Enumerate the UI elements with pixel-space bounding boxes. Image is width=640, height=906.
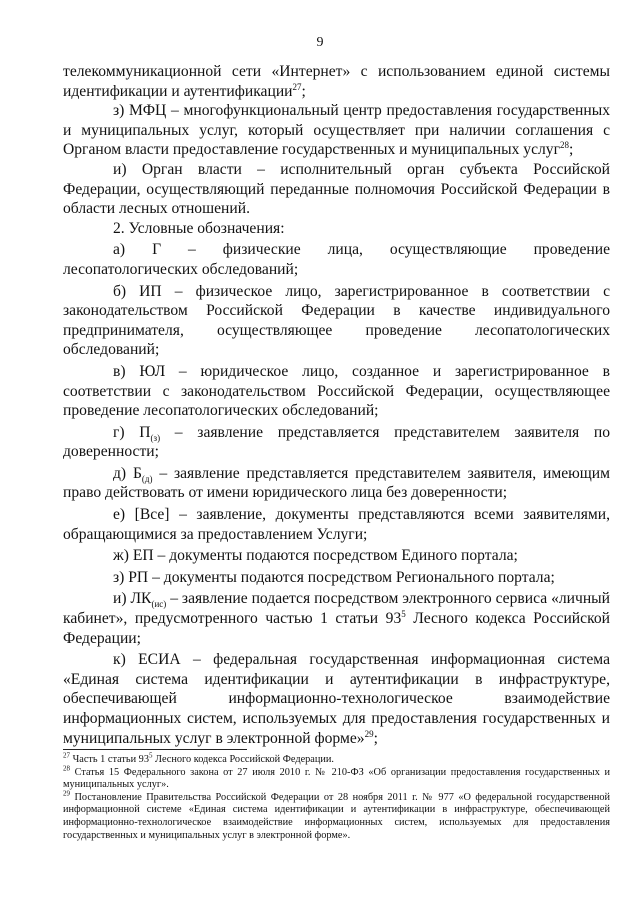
text-run: д) Б: [113, 464, 142, 482]
page-number: 9: [316, 35, 324, 50]
convention-p: [63, 423, 610, 462]
definition-organ-vlasti: [63, 160, 610, 219]
text-run: Постановление Правительства Российской Федерации от 28 ноября 2011 г. № 977 «О федеральной государственной информационной системе «Единая система идентификации и аутентификации в инфраструктуре, обеспечивающей информационно-технологическое взаимодействие информационных систем, используемых для предоставления государственных и муниципальных услуг в электронной форме».: [63, 791, 610, 841]
superscript: 29: [63, 789, 70, 798]
text-run: г) П: [113, 423, 151, 441]
text-run: ;: [373, 729, 378, 747]
convention-esia: [63, 650, 610, 748]
superscript: 5: [148, 751, 153, 760]
convention-b: [63, 464, 610, 503]
text-run: телекоммуникационной сети «Интернет» с использованием единой системы идентификации и аутентификации: [63, 63, 610, 100]
text-run: ;: [301, 82, 306, 100]
superscript: 27: [63, 751, 70, 760]
footnote-27: [63, 751, 610, 767]
convention-all: [63, 505, 610, 544]
convention-ip: [63, 282, 610, 360]
footnote-29: [63, 789, 610, 842]
text-run: – заявление представляется представителем заявителя по доверенности;: [63, 423, 610, 461]
text-run: и) ЛК: [113, 590, 152, 608]
text-run: Статья 15 Федерального закона от 27 июля 2010 г. № 210-ФЗ «Об организации предоставления государственных и муниципальных услуг».: [63, 766, 610, 791]
superscript: 5: [401, 608, 406, 619]
footnote-divider: [63, 749, 247, 750]
text-run: а) Г – физические лица, осуществляющие проведение лесопатологических обследований;: [63, 241, 610, 278]
text-run: – заявление подается посредством электронного сервиса «личный кабинет», предусмотренного частью 1 статьи 93: [63, 590, 610, 628]
convention-lk: [63, 589, 610, 648]
document-body: [63, 62, 610, 748]
definition-mfc: [63, 101, 610, 160]
text-run: з) РП – документы подаются посредством Регионального портала;: [113, 568, 555, 586]
convention-rp: [63, 568, 610, 588]
footnotes: [63, 751, 610, 842]
superscript: 29: [364, 728, 374, 739]
convention-ep: [63, 546, 610, 566]
text-run: б) ИП – физическое лицо, зарегистрированное в соответствии с законодательством Российской Федерации в качестве индивидуального предпринимателя, осуществляющее проведение лесопатологических обследований;: [63, 282, 610, 359]
text-run: Лесного кодекса Российской Федерации;: [63, 610, 610, 647]
paragraph-continuation: [63, 62, 610, 101]
superscript: 28: [63, 764, 70, 773]
text-run: к) ЕСИА – федеральная государственная информационная система «Единая система идентификации и аутентификации в инфраструктуре, обеспечивающей информационно-технологическое взаимодействие информационных систем, используемых для предоставления государственных и муниципальных услуг в электронной форме»: [63, 651, 610, 747]
text-run: и) Орган власти – исполнительный орган субъекта Российской Федерации, осуществляющий переданные полномочия Российской Федерации в области лесных отношений.: [63, 160, 610, 218]
text-run: Часть 1 статьи 93: [70, 754, 149, 765]
text-run: Лесного кодекса Российской Федерации.: [152, 754, 334, 765]
convention-ul: [63, 362, 610, 421]
superscript: 28: [559, 140, 569, 151]
text-run: в) ЮЛ – юридическое лицо, созданное и зарегистрированное в соответствии с законодательством Российской Федерации, осуществляющее проведение лесопатологических обследований;: [63, 362, 610, 420]
text-run: – заявление представляется представителем заявителя, имеющим право действовать от имени юридического лица без доверенности;: [63, 464, 610, 502]
subscript: (д): [141, 473, 153, 484]
section-heading-conventions: [63, 219, 610, 239]
text-run: 2. Условные обозначения:: [113, 219, 285, 237]
superscript: 27: [292, 81, 302, 92]
text-run: з) МФЦ – многофункциональный центр предоставления государственных и муниципальных услуг, который осуществляет при наличии соглашения с Органом власти предоставление государственных и муниципальных услуг: [63, 102, 610, 159]
text-run: ;: [568, 141, 574, 159]
subscript: (ис): [151, 599, 167, 610]
subscript: (з): [150, 432, 161, 443]
text-run: ж) ЕП – документы подаются посредством Единого портала;: [113, 547, 518, 565]
text-run: е) [Все] – заявление, документы представляются всеми заявителями, обращающимися за предоставлением Услуги;: [63, 506, 610, 543]
convention-g: [63, 240, 610, 279]
footnote-28: [63, 764, 610, 792]
